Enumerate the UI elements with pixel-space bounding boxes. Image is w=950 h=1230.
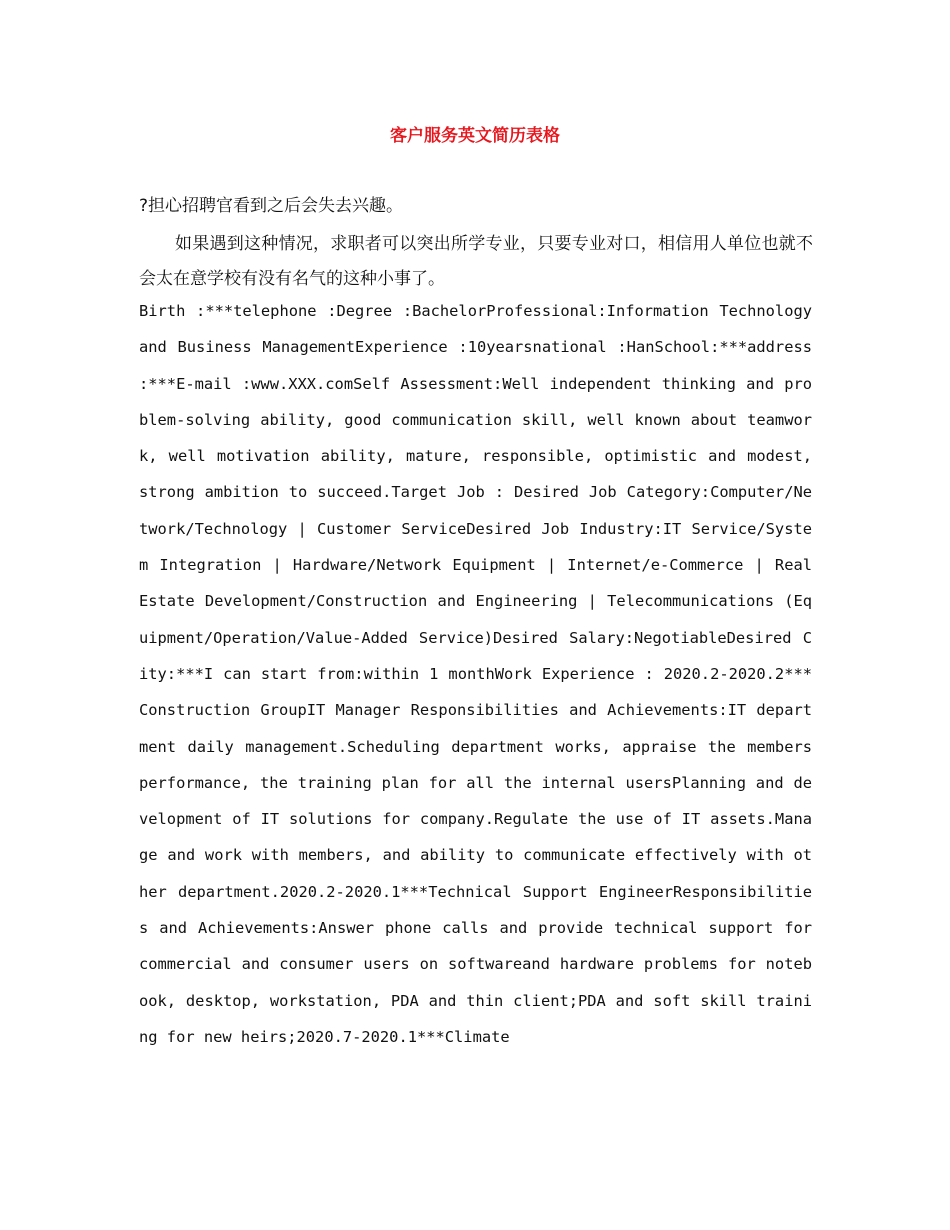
resume-body-text: Birth :***telephone :Degree :BachelorProfessional:Information Technology and Business ManagementExperience :10yearsnational :HanSchool:***address :***E-mail :www.XXX.comSelf Assessment:Well independent thinking and problem-solving ability, good communication skill, well known about teamwork, well motivation ability, mature, responsible, optimistic and modest, strong ambition to succeed.Target Job : Desired Job Category:Computer/Network/Technology | Customer ServiceDesired Job Industry:IT Service/System Integration | Hardware/Network Equipment | Internet/e-Commerce | Real Estate Development/Construction and Engineering | Telecommunications (Equipment/Operation/Value-Added Service)Desired Salary:NegotiableDesired City:***I can start from:within 1 monthWork Experience : 2020.2-2020.2***Construction GroupIT Manager Responsibilities and Achievements:IT department daily management.Scheduling department works, appraise the members performance, the training plan for all the internal usersPlanning and development of IT solutions for company.Regulate the use of IT assets.Manage and work with members, and ability to communicate effectively with other department.2020.2-2020.1***Technical Support EngineerResponsibilities and Achievements:Answer phone calls and provide technical support for commercial and consumer users on softwareand hardware problems for notebook, desktop, workstation, PDA and thin client;PDA and soft skill training for new heirs;2020.7-2020.1***Climate xyxy=(139,302,812,1046)
intro-paragraph: 如果遇到这种情况，求职者可以突出所学专业，只要专业对口，相信用人单位也就不会太在意学校有没有名气的这种小事了。 xyxy=(139,234,813,289)
intro-line: ?担心招聘官看到之后会失去兴趣。 xyxy=(139,196,404,216)
document-title: 客户服务英文简历表格 xyxy=(390,126,560,146)
